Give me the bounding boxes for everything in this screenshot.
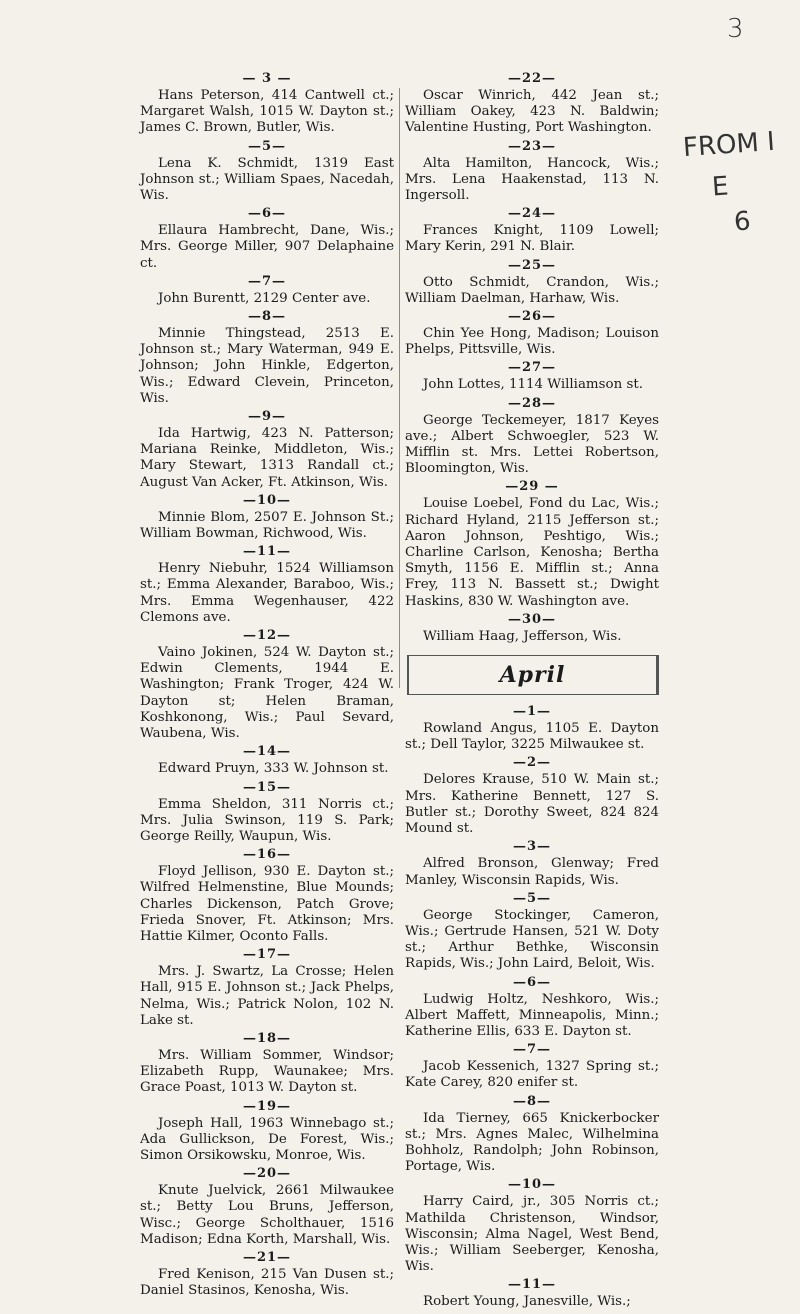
march-entries xyxy=(405,72,659,645)
entry-names: Ludwig Holtz, Neshkoro, Wis.; Albert Maffett, Minneapolis, Minn.; Katherine Ellis, 633 E. Dayton st. xyxy=(405,991,659,1039)
day-number: —11— xyxy=(242,544,292,560)
birthday-entry xyxy=(140,207,394,272)
day-number: —7— xyxy=(512,1042,552,1058)
day-number: —8— xyxy=(512,1093,552,1109)
margin-note-2: E xyxy=(710,171,730,203)
entry-names: Ida Tierney, 665 Knickerbocker st.; Mrs. Agnes Malec, Wilhelmina Bohholz, Randolph; John Robinson, Portage, Wis. xyxy=(405,1110,659,1175)
entry-names: Emma Sheldon, 311 Norris ct.; Mrs. Julia Swinson, 119 S. Park; George Reilly, Waupun, Wis. xyxy=(140,796,394,844)
day-number: —18— xyxy=(242,1030,292,1046)
day-number: —7— xyxy=(247,273,287,289)
birthday-entry xyxy=(405,361,659,393)
entry-names: Harry Caird, jr., 305 Norris ct.; Mathilda Christenson, Windsor, Wisconsin; Alma Nagel, West Bend, Wis.; William Seeberger, Kenosha, Wis. xyxy=(405,1194,659,1275)
birthday-entry xyxy=(405,480,659,609)
birthday-entry xyxy=(405,397,659,478)
birthday-entry xyxy=(405,1095,659,1176)
day-number: —1— xyxy=(512,704,552,720)
birthday-entry xyxy=(405,259,659,307)
birthday-entry xyxy=(405,976,659,1041)
day-number: —6— xyxy=(247,206,287,222)
day-number: —27— xyxy=(507,360,557,376)
entry-names: William Haag, Jefferson, Wis. xyxy=(423,628,622,644)
day-number: —5— xyxy=(247,138,287,154)
entry-names: Rowland Angus, 1105 E. Dayton st.; Dell Taylor, 3225 Milwaukee st. xyxy=(405,721,659,753)
entry-names: Delores Krause, 510 W. Main st.; Mrs. Katherine Bennett, 127 S. Butler st.; Dorothy Sweet, 824 824 Mound st. xyxy=(405,772,659,837)
birthday-entry xyxy=(405,140,659,205)
day-number: —14— xyxy=(242,744,292,760)
entry-names: Edward Pruyn, 333 W. Johnson st. xyxy=(158,761,389,777)
birthday-entry xyxy=(405,1043,659,1091)
month-heading: April xyxy=(499,661,566,688)
birthday-entry xyxy=(405,1278,659,1310)
day-number: —21— xyxy=(242,1249,292,1265)
day-number: —26— xyxy=(507,309,557,325)
day-number: —16— xyxy=(242,847,292,863)
entry-names: Minnie Thingstead, 2513 E. Johnson st.; Mary Waterman, 949 E. Johnson; John Hinkle, Edgerton, Wis.; Edward Clevein, Princeton, Wis. xyxy=(140,326,394,406)
day-number: —2— xyxy=(512,755,552,771)
birthday-entry xyxy=(405,613,659,645)
day-number: —24— xyxy=(507,206,557,222)
day-number: —25— xyxy=(507,257,557,273)
entry-names: Mrs. J. Swartz, La Crosse; Helen Hall, 915 E. Johnson st.; Jack Phelps, Nelma, Wis.; Patrick Nolon, 102 N. Lake st. xyxy=(140,964,394,1028)
entry-names: Chin Yee Hong, Madison; Louison Phelps, Pittsville, Wis. xyxy=(405,326,659,358)
birthday-entry xyxy=(140,948,394,1029)
day-number: —22— xyxy=(507,71,557,86)
birthday-entry xyxy=(140,1032,394,1097)
birthday-entry xyxy=(140,781,394,846)
entry-names: Alfred Bronson, Glenway; Fred Manley, Wisconsin Rapids, Wis. xyxy=(405,856,659,888)
birthday-entry xyxy=(140,1100,394,1165)
entry-names: Robert Young, Janesville, Wis.; xyxy=(423,1294,631,1310)
entry-names: John Burentt, 2129 Center ave. xyxy=(158,290,371,306)
birthday-entry xyxy=(140,72,394,137)
birthday-entry xyxy=(405,756,659,837)
day-number: —19— xyxy=(242,1098,292,1114)
entry-names: Knute Juelvick, 2661 Milwaukee st.; Betty Lou Bruns, Jefferson, Wisc.; George Scholthauer, 1516 Madison; Edna Korth, Marshall, Wis. xyxy=(140,1183,394,1247)
day-number: —15— xyxy=(242,779,292,795)
entry-names: Jacob Kessenich, 1327 Spring st.; Kate Carey, 820 enifer st. xyxy=(405,1059,659,1091)
day-number: —20— xyxy=(242,1166,292,1182)
birthday-entry xyxy=(140,140,394,205)
birthday-entry xyxy=(405,840,659,888)
birthday-entry xyxy=(405,705,659,753)
day-number: —30— xyxy=(507,611,557,627)
month-heading-box xyxy=(407,655,659,695)
entry-names: Alta Hamilton, Hancock, Wis.; Mrs. Lena Haakenstad, 113 N. Ingersoll. xyxy=(405,155,659,204)
day-number: —28— xyxy=(507,395,557,411)
birthday-entry xyxy=(405,892,659,973)
column-divider xyxy=(399,88,400,688)
day-number: —8— xyxy=(247,309,287,325)
entry-names: Vaino Jokinen, 524 W. Dayton st.; Edwin Clements, 1944 E. Washington; Frank Troger, 424 W. Dayton st; Helen Braman, Koshkonong, Wis.; Paul Sevard, Waubena, Wis. xyxy=(140,645,394,742)
entry-names: George Stockinger, Cameron, Wis.; Gertrude Hansen, 521 W. Doty st.; Arthur Bethke, Wisconsin Rapids, Wis.; John Laird, Beloit, Wis. xyxy=(405,907,659,972)
left-column xyxy=(140,72,394,1302)
day-number: —9— xyxy=(247,409,287,425)
entry-names: George Teckemeyer, 1817 Keyes ave.; Albert Schwoegler, 523 W. Mifflin st. Mrs. Lettei Robertson, Bloomington, Wis. xyxy=(405,412,659,477)
entry-names: Louise Loebel, Fond du Lac, Wis.; Richard Hyland, 2115 Jefferson st.; Aaron Johnson, Peshtigo, Wis.; Charline Carlson, Kenosha; Bertha Smyth, 1156 E. Mifflin st.; Anna Frey, 113 N. Bassett st.; Dwight Haskins, 830 W. Washington ave. xyxy=(405,496,659,609)
day-number: —3— xyxy=(512,839,552,855)
entry-names: Ellaura Hambrecht, Dane, Wis.; Mrs. George Miller, 907 Delaphaine ct. xyxy=(140,223,394,271)
day-number: —29 — xyxy=(505,479,559,495)
birthday-entry xyxy=(140,1167,394,1248)
birthday-entry xyxy=(405,310,659,358)
entry-names: Minnie Blom, 2507 E. Johnson St.; William Bowman, Richwood, Wis. xyxy=(140,509,394,542)
day-number: — 3 — xyxy=(242,71,292,86)
april-entries xyxy=(405,705,659,1310)
page-number: 3 xyxy=(727,14,744,44)
entry-names: Fred Kenison, 215 Van Dusen st.; Daniel Stasinos, Kenosha, Wis. xyxy=(140,1266,394,1299)
margin-note-1: FROM I xyxy=(682,126,776,164)
entry-names: Oscar Winrich, 442 Jean st.; William Oakey, 423 N. Baldwin; Valentine Husting, Port Washington. xyxy=(405,88,659,136)
entry-names: Frances Knight, 1109 Lowell; Mary Kerin, 291 N. Blair. xyxy=(405,223,659,255)
birthday-entry xyxy=(140,410,394,491)
entry-names: Mrs. William Sommer, Windsor; Elizabeth Rupp, Waunakee; Mrs. Grace Poast, 1013 W. Dayton st. xyxy=(140,1047,394,1096)
day-number: —11— xyxy=(507,1277,557,1293)
entry-names: Floyd Jellison, 930 E. Dayton st.; Wilfred Helmenstine, Blue Mounds; Charles Dickenson, Patch Grove; Frieda Snover, Ft. Atkinson; Mrs. Hattie Kilmer, Oconto Falls. xyxy=(140,864,394,944)
entry-names: Henry Niebuhr, 1524 Williamson st.; Emma Alexander, Baraboo, Wis.; Mrs. Emma Wegenhauser, 422 Clemons ave. xyxy=(140,561,394,625)
birthday-entry xyxy=(140,310,394,407)
birthday-entry xyxy=(405,1178,659,1275)
birthday-entry xyxy=(140,1251,394,1299)
entry-names: Otto Schmidt, Crandon, Wis.; William Daelman, Harhaw, Wis. xyxy=(405,274,659,306)
entry-names: Joseph Hall, 1963 Winnebago st.; Ada Gullickson, De Forest, Wis.; Simon Orsikowsku, Monroe, Wis. xyxy=(140,1115,394,1163)
birthday-entry xyxy=(140,494,394,542)
entry-names: Lena K. Schmidt, 1319 East Johnson st.; William Spaes, Nacedah, Wis. xyxy=(140,155,394,204)
birthday-entry xyxy=(140,545,394,626)
day-number: —12— xyxy=(242,628,292,644)
day-number: —23— xyxy=(507,138,557,154)
entry-names: John Lottes, 1114 Williamson st. xyxy=(423,377,643,393)
birthday-entry xyxy=(140,275,394,307)
day-number: —17— xyxy=(242,947,292,963)
birthday-entry xyxy=(405,207,659,255)
day-number: —10— xyxy=(507,1177,557,1193)
entry-names: Ida Hartwig, 423 N. Patterson; Mariana Reinke, Middleton, Wis.; Mary Stewart, 1313 Randall ct.; August Van Acker, Ft. Atkinson, Wis. xyxy=(140,426,394,490)
birthday-entry xyxy=(405,72,659,137)
right-column xyxy=(405,72,659,1314)
birthday-entry xyxy=(140,629,394,742)
entry-names: Hans Peterson, 414 Cantwell ct.; Margaret Walsh, 1015 W. Dayton st.; James C. Brown, Butler, Wis. xyxy=(140,88,394,136)
day-number: —6— xyxy=(512,974,552,990)
day-number: —10— xyxy=(242,492,292,508)
birthday-entry xyxy=(140,848,394,945)
margin-note-3: 6 xyxy=(732,206,752,238)
day-number: —5— xyxy=(512,890,552,906)
birthday-entry xyxy=(140,745,394,777)
